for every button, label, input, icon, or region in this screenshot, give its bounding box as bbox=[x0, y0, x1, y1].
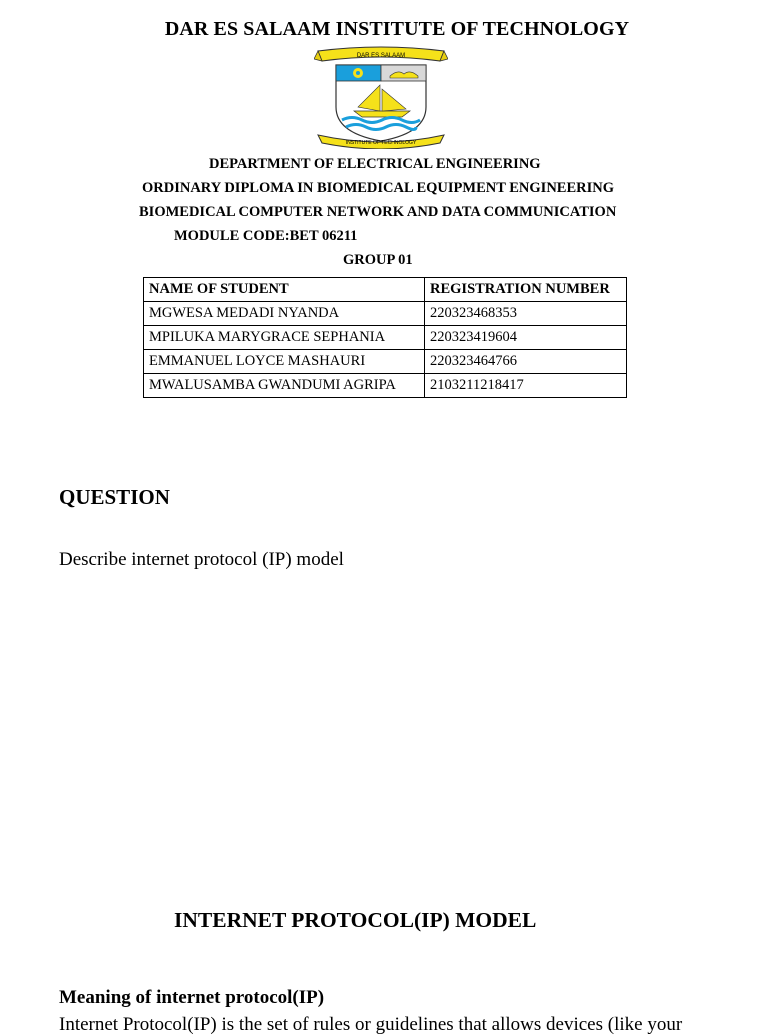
programme-name: ORDINARY DIPLOMA IN BIOMEDICAL EQUIPMENT ENGINEERING bbox=[142, 180, 615, 196]
students-table bbox=[143, 277, 627, 398]
student-name: MGWESA MEDADI NYANDA bbox=[144, 302, 425, 326]
question-text: Describe internet protocol (IP) model bbox=[59, 549, 344, 570]
student-name: EMMANUEL LOYCE MASHAURI bbox=[144, 350, 425, 374]
section-title: INTERNET PROTOCOL(IP) MODEL bbox=[174, 908, 537, 932]
group-label: GROUP 01 bbox=[343, 252, 413, 268]
department-name: DEPARTMENT OF ELECTRICAL ENGINEERING bbox=[209, 156, 541, 172]
table-row bbox=[144, 350, 627, 374]
question-heading: QUESTION bbox=[59, 485, 170, 509]
table-row bbox=[144, 302, 627, 326]
registration-number: 2103211218417 bbox=[425, 374, 627, 398]
svg-text:INSTITUTE OF TECHNOLOGY: INSTITUTE OF TECHNOLOGY bbox=[345, 140, 417, 146]
course-name: BIOMEDICAL COMPUTER NETWORK AND DATA COMMUNICATION bbox=[139, 204, 617, 220]
module-code: MODULE CODE:BET 06211 bbox=[174, 228, 358, 244]
meaning-subheading: Meaning of internet protocol(IP) bbox=[59, 987, 325, 1008]
column-header-name: NAME OF STUDENT bbox=[144, 278, 425, 302]
svg-text:DAR ES SALAAM: DAR ES SALAAM bbox=[356, 53, 406, 59]
student-name: MPILUKA MARYGRACE SEPHANIA bbox=[144, 326, 425, 350]
table-header-row bbox=[144, 278, 627, 302]
registration-number: 220323464766 bbox=[425, 350, 627, 374]
institute-title: DAR ES SALAAM INSTITUTE OF TECHNOLOGY bbox=[164, 18, 630, 40]
institute-logo bbox=[314, 45, 448, 149]
registration-number: 220323419604 bbox=[425, 326, 627, 350]
registration-number: 220323468353 bbox=[425, 302, 627, 326]
student-name: MWALUSAMBA GWANDUMI AGRIPA bbox=[144, 374, 425, 398]
table-row bbox=[144, 326, 627, 350]
column-header-registration: REGISTRATION NUMBER bbox=[425, 278, 627, 302]
body-paragraph: Internet Protocol(IP) is the set of rules or guidelines that allows devices (like your bbox=[59, 1014, 683, 1035]
table-row bbox=[144, 374, 627, 398]
